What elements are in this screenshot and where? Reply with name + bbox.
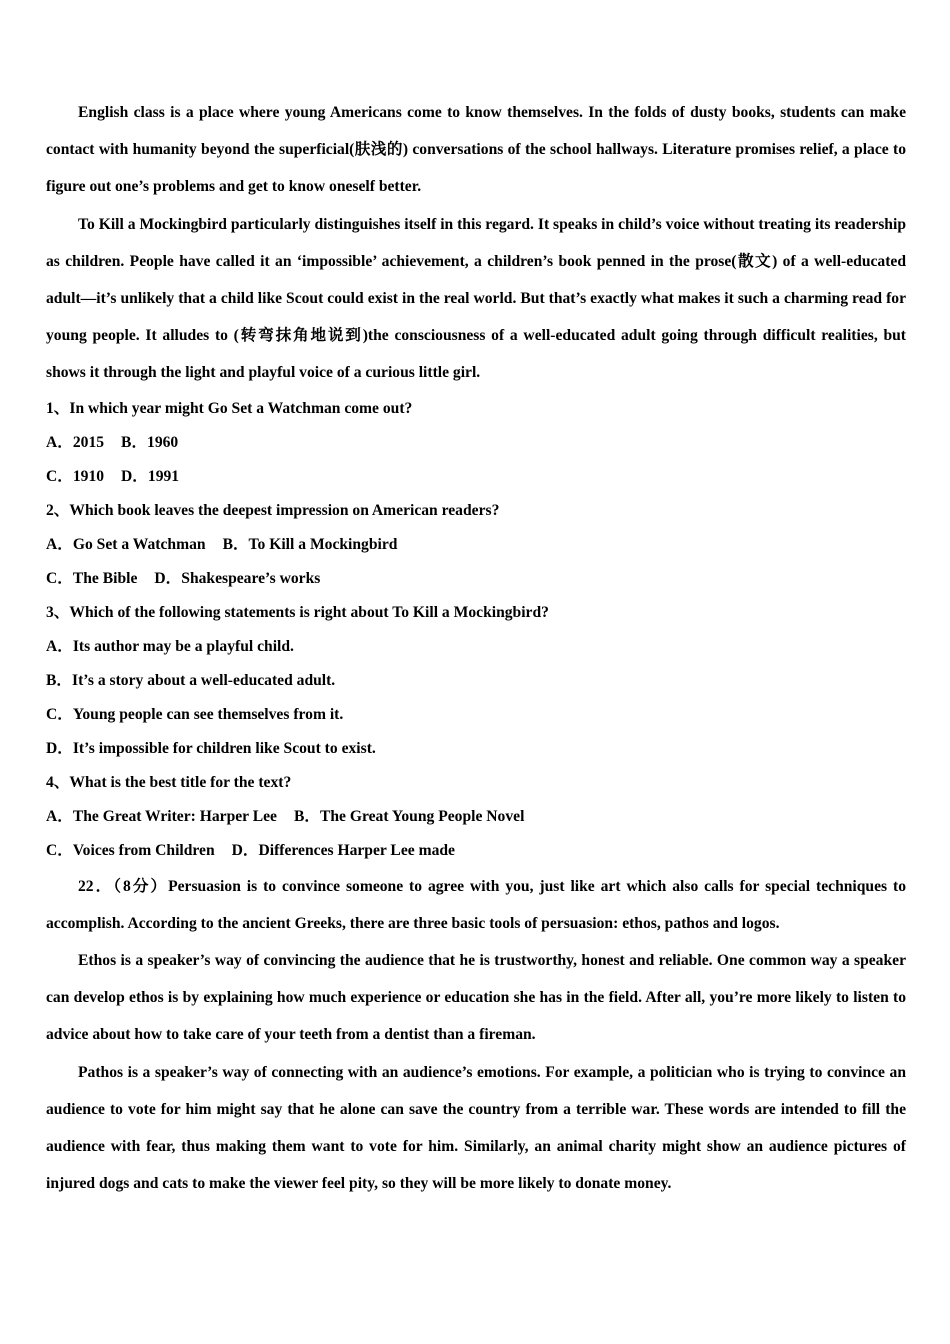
option-row — [46, 562, 906, 596]
option-c: C．The Bible — [46, 569, 138, 587]
option-d: D．Differences Harper Lee made — [231, 841, 455, 859]
option-c: C．Young people can see themselves from it. — [46, 705, 344, 723]
section22-ethos: Ethos is a speaker’s way of convincing the audience that he is trustworthy, honest and reliable. One common way a speaker can develop ethos is by explaining how much experience or education she has in the field. After all, you’re more likely to listen to advice about how to take care of your teeth from a dentist than a fireman. — [46, 952, 906, 1044]
option-row — [46, 528, 906, 562]
option-a: A．The Great Writer: Harper Lee — [46, 807, 277, 825]
passage-paragraph-2: To Kill a Mockingbird particularly distinguishes itself in this regard. It speaks in child’s voice without treating its readership as children. People have called it an ‘impossible’ achievement, a children’s book penned in the prose(散文) of a well-educated adult—it’s unlikely that a child like Scout could exist in the real world. But that’s exactly what makes it such a charming read for young people. It alludes to (转弯抹角地说到)the consciousness of a well-educated adult going through difficult realities, but shows it through the light and playful voice of a curious little girl. — [46, 215, 906, 382]
question-3 — [46, 596, 906, 766]
option-a: A．2015 — [46, 433, 105, 451]
section-22 — [46, 868, 906, 1203]
question-stem: 1、In which year might Go Set a Watchman come out? — [46, 399, 413, 417]
option-b: B．1960 — [121, 433, 179, 451]
document-page — [46, 94, 906, 1202]
option-b: B．To Kill a Mockingbird — [222, 535, 398, 553]
question-stem: 2、Which book leaves the deepest impression on American readers? — [46, 501, 500, 519]
option-d: D．Shakespeare’s works — [154, 569, 321, 587]
option-b: B．It’s a story about a well-educated adult. — [46, 671, 336, 689]
option-a: A．Go Set a Watchman — [46, 535, 206, 553]
passage-paragraph-1: English class is a place where young Americans come to know themselves. In the folds of dusty books, students can make contact with humanity beyond the superficial(肤浅的) conversations of the school hallways. Literature promises relief, a place to figure out one’s problems and get to know oneself better. — [46, 104, 906, 196]
question-4 — [46, 766, 906, 868]
section22-pathos: Pathos is a speaker’s way of connecting with an audience’s emotions. For example, a politician who is trying to convince an audience to vote for him might say that he alone can save the country from a terrible war. These words are intended to fill the audience with fear, thus making them want to vote for him. Similarly, an animal charity might show an audience pictures of injured dogs and cats to make the viewer feel pity, so they will be more likely to donate money. — [46, 1063, 906, 1193]
option-row — [46, 426, 906, 460]
question-1 — [46, 392, 906, 494]
reading-passage — [46, 94, 906, 392]
option-row — [46, 834, 906, 868]
question-stem: 4、What is the best title for the text? — [46, 773, 292, 791]
option-row — [46, 800, 906, 834]
option-b: B．The Great Young People Novel — [293, 807, 525, 825]
option-c: C．1910 — [46, 467, 105, 485]
section22-intro: 22．（8分）Persuasion is to convince someone to agree with you, just like art which also calls for special techniques to accomplish. According to the ancient Greeks, there are three basic tools of persuasion: ethos, pathos and logos. — [46, 877, 906, 932]
option-a: A．Its author may be a playful child. — [46, 637, 294, 655]
option-row — [46, 460, 906, 494]
option-d: D．It’s impossible for children like Scout to exist. — [46, 739, 376, 757]
question-2 — [46, 494, 906, 596]
option-c: C．Voices from Children — [46, 841, 215, 859]
option-d: D．1991 — [121, 467, 180, 485]
question-stem: 3、Which of the following statements is right about To Kill a Mockingbird? — [46, 603, 549, 621]
